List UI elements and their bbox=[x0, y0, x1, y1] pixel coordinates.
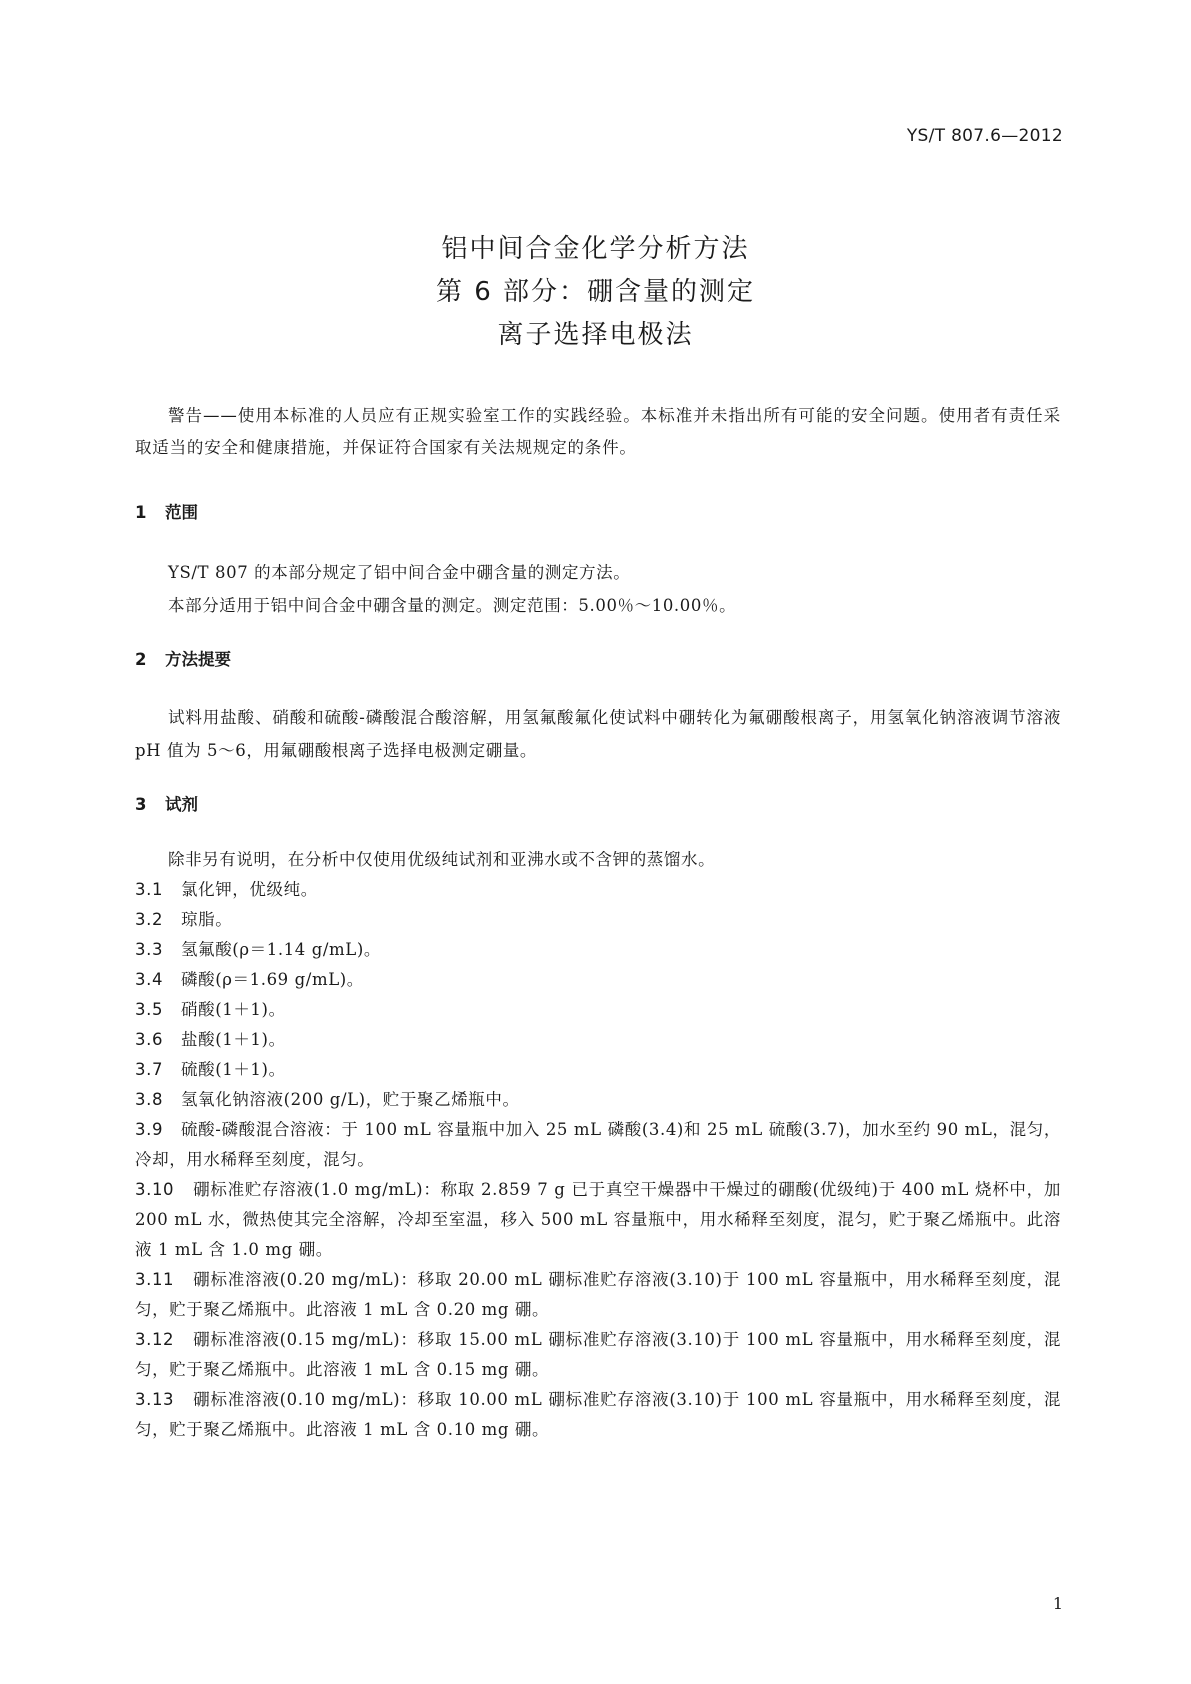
reagent-item bbox=[135, 905, 1061, 935]
item-text: 氯化钾，优级纯。 bbox=[181, 880, 318, 899]
section-title: 试剂 bbox=[165, 795, 198, 814]
principle-paragraph: 试料用盐酸、硝酸和硫酸-磷酸混合酸溶解，用氢氟酸氟化使试料中硼转化为氟硼酸根离子，用氢氧化钠溶液调节溶液 pH 值为 5～6，用氟硼酸根离子选择电极测定硼量。 bbox=[135, 708, 1061, 760]
item-text: 硫酸(1＋1)。 bbox=[181, 1060, 286, 1079]
section-title: 范围 bbox=[165, 503, 198, 522]
item-number: 3.13 bbox=[135, 1390, 175, 1409]
reagent-item bbox=[135, 1385, 1061, 1445]
reagents-intro: 除非另有说明，在分析中仅使用优级纯试剂和亚沸水或不含钾的蒸馏水。 bbox=[168, 850, 716, 869]
standard-code: YS/T 807.6—2012 bbox=[906, 126, 1063, 146]
safety-warning: 警告——使用本标准的人员应有正规实验室工作的实践经验。本标准并未指出所有可能的安全问题。使用者有责任采取适当的安全和健康措施，并保证符合国家有关法规规定的条件。 bbox=[135, 406, 1061, 457]
reagent-item bbox=[135, 875, 1061, 905]
reagent-item bbox=[135, 965, 1061, 995]
item-text: 硼标准溶液(0.20 mg/mL)：移取 20.00 mL 硼标准贮存溶液(3.10)于 100 mL 容量瓶中，用水稀释至刻度，混匀，贮于聚乙烯瓶中。此溶液 1 mL 含 0.20 mg 硼。 bbox=[135, 1270, 1061, 1319]
item-text: 氢氟酸(ρ＝1.14 g/mL)。 bbox=[181, 940, 381, 959]
item-number: 3.2 bbox=[135, 910, 164, 929]
section-heading-scope bbox=[135, 497, 1061, 529]
item-number: 3.12 bbox=[135, 1330, 175, 1349]
section-number: 3 bbox=[135, 795, 147, 814]
document-title bbox=[0, 228, 1191, 357]
item-number: 3.6 bbox=[135, 1030, 164, 1049]
title-line-1: 铝中间合金化学分析方法 bbox=[441, 234, 750, 264]
reagent-item bbox=[135, 1175, 1061, 1265]
item-number: 3.3 bbox=[135, 940, 164, 959]
section-heading-reagents bbox=[135, 789, 1061, 821]
item-number: 3.4 bbox=[135, 970, 164, 989]
page-number: 1 bbox=[1052, 1594, 1063, 1613]
scope-paragraph-1: YS/T 807 的本部分规定了铝中间合金中硼含量的测定方法。 bbox=[168, 563, 631, 582]
reagent-item bbox=[135, 995, 1061, 1025]
reagent-item bbox=[135, 1325, 1061, 1385]
item-text: 硼标准贮存溶液(1.0 mg/mL)：称取 2.859 7 g 已于真空干燥器中干燥过的硼酸(优级纯)于 400 mL 烧杯中，加 200 mL 水，微热使其完全溶解，冷却至室温，移入 500 mL 容量瓶中，用水稀释至刻度，混匀，贮于聚乙烯瓶中。此溶液 1 mL 含 1.0 mg 硼。 bbox=[135, 1180, 1061, 1259]
section-heading-principle bbox=[135, 644, 1061, 676]
item-text: 硼标准溶液(0.15 mg/mL)：移取 15.00 mL 硼标准贮存溶液(3.10)于 100 mL 容量瓶中，用水稀释至刻度，混匀，贮于聚乙烯瓶中。此溶液 1 mL 含 0.15 mg 硼。 bbox=[135, 1330, 1061, 1379]
reagent-item bbox=[135, 1055, 1061, 1085]
item-text: 磷酸(ρ＝1.69 g/mL)。 bbox=[181, 970, 364, 989]
item-text: 硝酸(1＋1)。 bbox=[181, 1000, 286, 1019]
reagent-item bbox=[135, 1265, 1061, 1325]
section-number: 1 bbox=[135, 503, 147, 522]
reagent-item bbox=[135, 1085, 1061, 1115]
item-text: 盐酸(1＋1)。 bbox=[181, 1030, 286, 1049]
item-number: 3.9 bbox=[135, 1120, 164, 1139]
item-number: 3.1 bbox=[135, 880, 164, 899]
section-title: 方法提要 bbox=[165, 650, 231, 669]
title-line-3: 离子选择电极法 bbox=[497, 320, 694, 350]
item-number: 3.8 bbox=[135, 1090, 164, 1109]
item-number: 3.11 bbox=[135, 1270, 175, 1289]
document-body bbox=[135, 400, 1061, 1445]
item-text: 硼标准溶液(0.10 mg/mL)：移取 10.00 mL 硼标准贮存溶液(3.10)于 100 mL 容量瓶中，用水稀释至刻度，混匀，贮于聚乙烯瓶中。此溶液 1 mL 含 0.10 mg 硼。 bbox=[135, 1390, 1061, 1439]
item-text: 硫酸-磷酸混合溶液：于 100 mL 容量瓶中加入 25 mL 磷酸(3.4)和 25 mL 硫酸(3.7)，加水至约 90 mL，混匀，冷却，用水稀释至刻度，混匀。 bbox=[135, 1120, 1061, 1169]
section-number: 2 bbox=[135, 650, 147, 669]
reagent-item bbox=[135, 935, 1061, 965]
item-number: 3.5 bbox=[135, 1000, 164, 1019]
scope-paragraph-2: 本部分适用于铝中间合金中硼含量的测定。测定范围：5.00％～10.00％。 bbox=[168, 596, 737, 615]
reagent-item bbox=[135, 1115, 1061, 1175]
item-number: 3.10 bbox=[135, 1180, 175, 1199]
item-text: 氢氧化钠溶液(200 g/L)，贮于聚乙烯瓶中。 bbox=[181, 1090, 520, 1109]
reagent-item bbox=[135, 1025, 1061, 1055]
item-number: 3.7 bbox=[135, 1060, 164, 1079]
title-line-2: 第 6 部分：硼含量的测定 bbox=[435, 277, 756, 307]
item-text: 琼脂。 bbox=[181, 910, 233, 929]
